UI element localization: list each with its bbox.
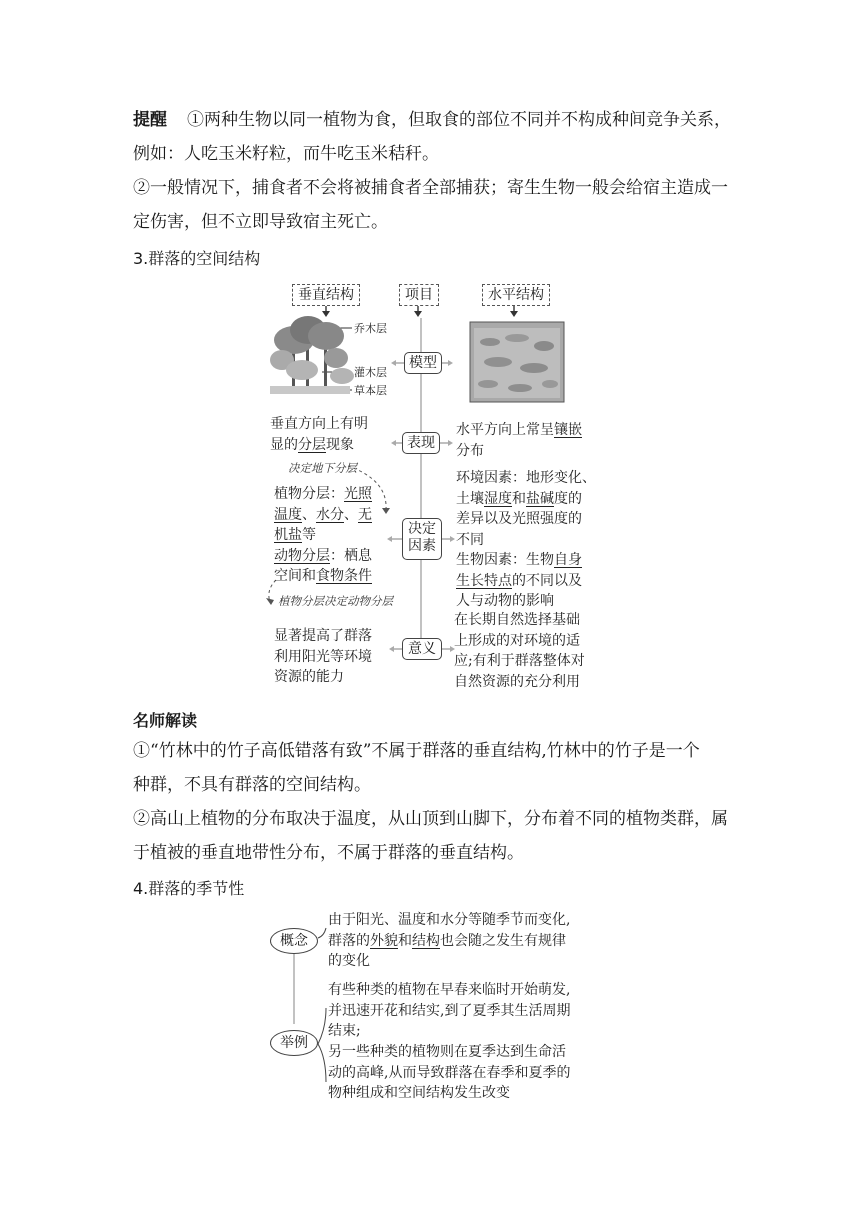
show-left-line2c: 现象	[326, 436, 354, 453]
layer-shrub-label: 灌木层	[354, 366, 387, 379]
teacher-text-2a: ②高山上植物的分布取决于温度，从山顶到山脚下，分布着不同的植物类群，属	[133, 809, 728, 829]
bio-line1a: 生物因素：生物	[456, 552, 554, 568]
show-right-text	[456, 420, 596, 461]
row-meaning-box: 意义	[402, 638, 442, 660]
teacher-title: 名师解读	[133, 711, 198, 730]
teacher-text-1b: 种群，不具有群落的空间结构。	[133, 775, 371, 795]
row-show-box: 表现	[402, 432, 440, 454]
row-decide-line2: 因素	[408, 538, 436, 554]
meaning-right-line1: 在长期自然选择基础	[454, 612, 580, 628]
animal-line1b: ：栖息	[330, 547, 372, 564]
plant-sep2: 、	[344, 506, 358, 523]
example2-line3: 物种组成和空间结构发生改变	[328, 1085, 510, 1101]
example-label: 举例	[270, 1030, 318, 1056]
decide-left-text	[274, 484, 398, 587]
env-line4: 不同	[456, 531, 484, 548]
meaning-left-line1: 显著提高了群落	[274, 628, 372, 644]
meaning-right-line3: 应;有利于群落整体对	[454, 653, 585, 669]
animal-space: 空间	[274, 568, 302, 584]
plant-light: 光照	[344, 486, 372, 502]
env-humidity: 湿度	[484, 490, 512, 507]
show-right-keyword: 镶嵌	[554, 422, 582, 438]
example-text-1	[328, 980, 608, 1042]
header-horizontal-structure: 水平结构	[482, 284, 550, 306]
env-and: 和	[512, 490, 526, 507]
concept-line3: 的变化	[328, 953, 370, 969]
plant-inorganic-2: 机盐	[274, 527, 302, 543]
plant-temperature: 温度	[274, 506, 302, 523]
horizontal-structure-image	[470, 322, 564, 402]
header-vertical-structure: 垂直结构	[292, 284, 360, 306]
show-left-text	[270, 414, 394, 455]
meaning-left-text	[274, 626, 398, 688]
layer-herb-label: 草本层	[354, 384, 387, 397]
row-model-box: 模型	[404, 352, 442, 374]
plant-inorganic-1: 无	[358, 506, 372, 523]
env-degree: 度的	[554, 490, 582, 507]
meaning-right-text	[454, 610, 602, 692]
section4-title: 4.群落的季节性	[133, 879, 245, 898]
row-decide-line1: 决定	[408, 521, 436, 537]
tip-text-2b: 定伤害，但不立即导致宿主死亡。	[133, 212, 388, 232]
example2-line1: 另一些种类的植物则在夏季达到生命活	[328, 1044, 566, 1060]
meaning-right-line4: 自然资源的充分利用	[454, 673, 580, 690]
teacher-paragraph-1	[133, 734, 753, 802]
example2-line2: 动的高峰,从而导致群落在春季和夏季的	[328, 1064, 571, 1081]
animal-and: 和	[302, 568, 316, 584]
row-decide-box	[402, 518, 442, 560]
section3-title: 3.群落的空间结构	[133, 249, 261, 268]
decide-right-text	[456, 468, 602, 612]
show-left-line2a: 显的	[270, 436, 298, 453]
concept-line2a: 群落的	[328, 932, 370, 949]
env-soil: 土壤	[456, 490, 484, 507]
tip-text-1a: ①两种生物以同一植物为食，但取食的部位不同并不构成种间竞争关系，	[187, 110, 731, 130]
example1-line3: 结束;	[328, 1023, 361, 1039]
env-line1: 环境因素：地形变化、	[456, 470, 596, 486]
show-left-keyword: 分层	[298, 436, 326, 453]
note-determine-underground: 决定地下分层	[288, 461, 357, 475]
concept-appearance: 外貌	[370, 932, 398, 949]
animal-layering: 动物分层	[274, 547, 330, 564]
example-text-2	[328, 1042, 608, 1104]
bio-growth: 生长特点	[456, 572, 512, 589]
note-plant-determines-animal: 植物分层决定动物分层	[278, 594, 393, 608]
teacher-paragraph-2	[133, 802, 753, 870]
tip-text-2a: ②一般情况下，捕食者不会将被捕食者全部捕获；寄生生物一般会给宿主造成一	[133, 178, 728, 198]
teacher-text-2b: 于植被的垂直地带性分布，不属于群落的垂直结构。	[133, 843, 524, 863]
show-right-line1a: 水平方向上常呈	[456, 422, 554, 438]
tip-text-1b: 例如：人吃玉米籽粒，而牛吃玉米秸秆。	[133, 144, 439, 164]
tip-label: 提醒	[133, 110, 167, 130]
example1-line2: 并迅速开花和结实,到了夏季其生活周期	[328, 1002, 571, 1019]
teacher-text-1a: ①“竹林中的竹子高低错落有致”不属于群落的垂直结构,竹林中的竹子是一个	[133, 741, 700, 761]
animal-food: 食物条件	[316, 568, 372, 584]
meaning-left-line2: 利用阳光等环境	[274, 648, 372, 665]
spatial-structure-diagram	[262, 280, 602, 692]
bio-line3: 人与动物的影响	[456, 593, 554, 609]
concept-and: 和	[398, 932, 412, 949]
concept-text	[328, 910, 608, 972]
layer-tree-label: 乔木层	[354, 322, 387, 335]
header-item: 项目	[399, 284, 439, 306]
bio-line2b: 的不同以及	[512, 572, 582, 589]
env-line3: 差异以及光照强度的	[456, 511, 582, 527]
show-right-line2: 分布	[456, 442, 484, 459]
meaning-left-line3: 资源的能力	[274, 669, 344, 685]
show-left-line1: 垂直方向上有明	[270, 416, 368, 432]
tip-paragraph-1	[133, 103, 753, 171]
seasonality-diagram	[268, 908, 608, 1108]
env-salinity: 盐碱	[526, 490, 554, 507]
plant-line1a: 植物分层：	[274, 486, 344, 502]
tip-paragraph-2	[133, 171, 753, 239]
concept-label: 概念	[270, 928, 318, 954]
plant-water: 水分	[316, 506, 344, 523]
example1-line1: 有些种类的植物在早春来临时开始萌发,	[328, 982, 571, 998]
meaning-right-line2: 上形成的对环境的适	[454, 632, 580, 649]
plant-sep1: 、	[302, 506, 316, 523]
bio-self: 自身	[554, 552, 582, 568]
concept-structure: 结构	[412, 932, 440, 949]
plant-etc: 等	[302, 527, 316, 543]
concept-line2e: 也会随之发生有规律	[440, 932, 566, 949]
concept-line1: 由于阳光、温度和水分等随季节而变化,	[328, 912, 571, 928]
